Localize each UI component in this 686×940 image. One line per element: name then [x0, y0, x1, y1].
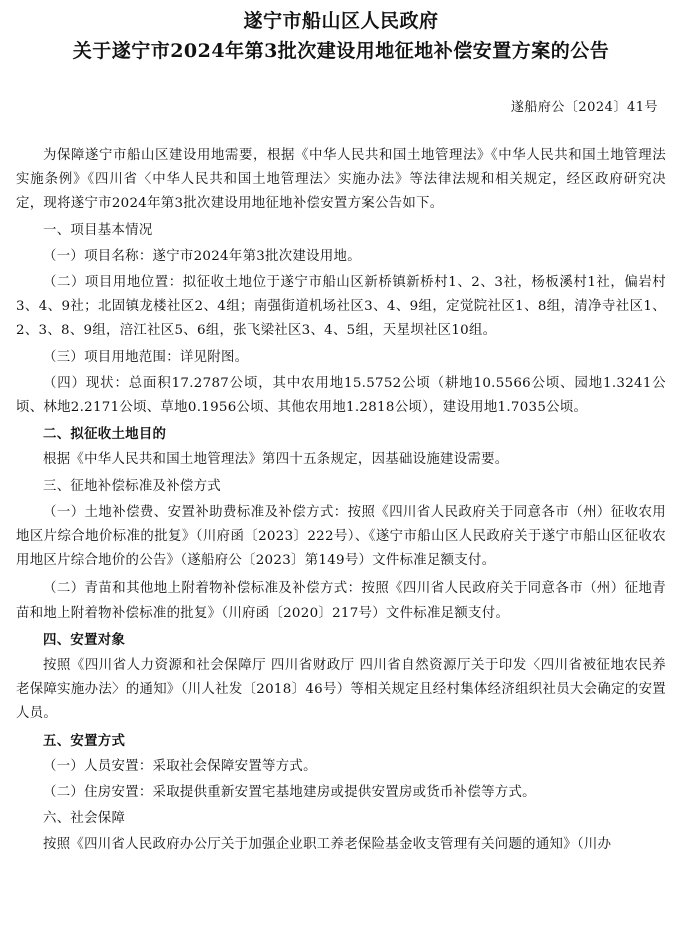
- section1-heading: 一、项目基本情况: [43, 222, 153, 238]
- section5-item2: （二）住房安置：采取提供重新安置宅基地建房或提供安置房或货币补偿等方式。: [43, 785, 536, 801]
- section1-item3: （三）项目用地范围：详见附图。: [43, 349, 249, 365]
- intro-paragraph: 为保障遂宁市船山区建设用地需要，根据《中华人民共和国土地管理法》《中华人民共和国土地管理法实施条例》《四川省〈中华人民共和国土地管理法〉实施办法》等法律法规和相关规定，经区政府研究决定，现将遂宁市2024年第3批次建设用地征地补偿安置方案公告如下。: [16, 148, 666, 212]
- section5-item1: （一）人员安置：采取社会保障安置等方式。: [43, 758, 317, 774]
- section3-heading: 三、征地补偿标准及补偿方式: [43, 478, 221, 494]
- document-title-line2: 关于遂宁市2024年第3批次建设用地征地补偿安置方案的公告: [72, 40, 610, 62]
- document-number: 遂船府公〔2024〕41号: [510, 100, 658, 115]
- section4-heading: 四、安置对象: [43, 631, 126, 648]
- section1-item1: （一）项目名称：遂宁市2024年第3批次建设用地。: [43, 248, 361, 264]
- section4-paragraph: 按照《四川省人力资源和社会保障厅 四川省财政厅 四川省自然资源厅关于印发〈四川省被征地农民养老保障实施办法〉的通知》（川人社发〔2018〕46号）等相关规定且经村集体经济组织社员大会确定的安置人员。: [16, 658, 666, 722]
- section6-paragraph: 按照《四川省人民政府办公厅关于加强企业职工养老保险基金收支管理有关问题的通知》（川办: [43, 837, 612, 853]
- section3-item1: （一）土地补偿费、安置补助费标准及补偿方式：按照《四川省人民政府关于同意各市（州）征收农用地区片综合地价标准的批复》（川府函〔2023〕222号）、《遂宁市船山区人民政府关于遂宁市船山区征收农用地区片综合地价的公告》（遂船府公〔2023〕第149号）文件标准足额支付。: [16, 504, 666, 569]
- section5-heading: 五、安置方式: [43, 732, 126, 749]
- document-title-line1: 遂宁市船山区人民政府: [243, 10, 439, 32]
- section1-item2: （二）项目用地位置：拟征收土地位于遂宁市船山区新桥镇新桥村1、2、3社，杨板溪村1社，偏岩村3、4、9社；北固镇龙楼社区2、4组；南强街道机场社区3、4、9组，定觉院社区1、8组，清净寺社区1、2、3、8、9组，涪江社区5、6组，张飞梁社区3、4、5组，天星坝社区10组。: [16, 275, 666, 339]
- section6-heading: 六、社会保障: [43, 811, 126, 827]
- section3-item2: （二）青苗和其他地上附着物补偿标准及补偿方式：按照《四川省人民政府关于同意各市（州）征地青苗和地上附着物补偿标准的批复》（川府函〔2020〕217号）文件标准足额支付。: [16, 581, 666, 621]
- document-body: [16, 144, 666, 858]
- section2-heading: 二、拟征收土地目的: [43, 426, 167, 443]
- section2-paragraph: 根据《中华人民共和国土地管理法》第四十五条规定，因基础设施建设需要。: [43, 452, 509, 468]
- section1-item4: （四）现状：总面积17.2787公顷，其中农用地15.5752公顷（耕地10.5566公顷、园地1.3241公顷、林地2.2171公顷、草地0.1956公顷、其他农用地1.2818公顷），建设用地1.7035公顷。: [16, 375, 666, 416]
